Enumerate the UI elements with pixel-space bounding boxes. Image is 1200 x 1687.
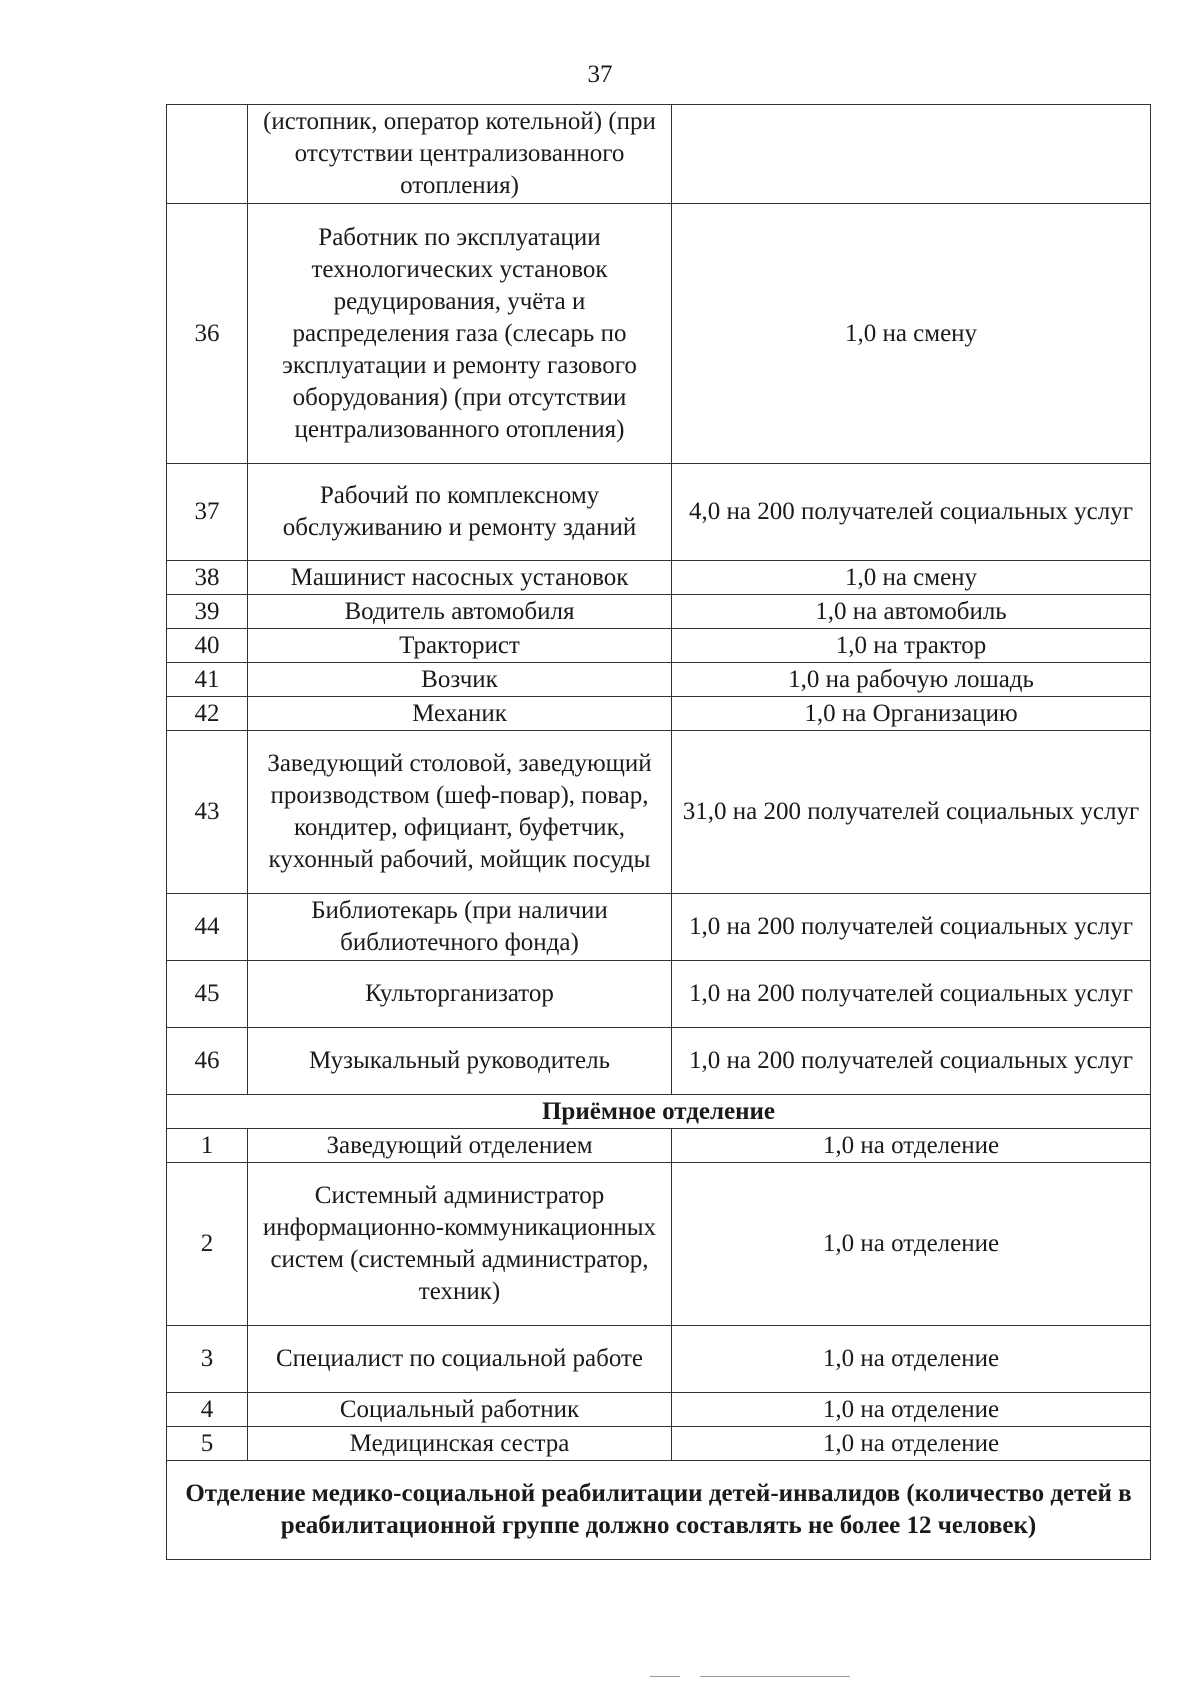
table-row: [167, 1028, 1151, 1095]
table-row: [167, 464, 1151, 561]
row-number-cell: 43: [167, 731, 248, 894]
norm-cell: 31,0 на 200 получателей социальных услуг: [672, 731, 1151, 894]
norm-cell: 1,0 на отделение: [672, 1427, 1151, 1461]
norm-cell: 1,0 на автомобиль: [672, 595, 1151, 629]
position-cell: Культорганизатор: [248, 961, 672, 1028]
table-row: [167, 961, 1151, 1028]
norm-cell: 1,0 на отделение: [672, 1129, 1151, 1163]
norm-cell: 1,0 на отделение: [672, 1163, 1151, 1326]
position-cell: Тракторист: [248, 629, 672, 663]
position-cell: Медицинская сестра: [248, 1427, 672, 1461]
row-number-cell: 42: [167, 697, 248, 731]
position-cell: Музыкальный руководитель: [248, 1028, 672, 1095]
norm-cell: 1,0 на Организацию: [672, 697, 1151, 731]
position-cell: Работник по эксплуатации технологических установок редуцирования, учёта и распределения газа (слесарь по эксплуатации и ремонту газового оборудования) (при отсутствии централизованного отопления): [248, 204, 672, 464]
row-number-cell: 40: [167, 629, 248, 663]
position-cell: (истопник, оператор котельной) (при отсутствии централизованного отопления): [248, 105, 672, 204]
table-row: [167, 1393, 1151, 1427]
position-cell: Рабочий по комплексному обслуживанию и ремонту зданий: [248, 464, 672, 561]
norm-cell: 1,0 на 200 получателей социальных услуг: [672, 1028, 1151, 1095]
norm-cell: 4,0 на 200 получателей социальных услуг: [672, 464, 1151, 561]
row-number-cell: 36: [167, 204, 248, 464]
norm-cell: [672, 105, 1151, 204]
table-row: [167, 1326, 1151, 1393]
norm-cell: 1,0 на рабочую лошадь: [672, 663, 1151, 697]
position-cell: Заведующий отделением: [248, 1129, 672, 1163]
position-cell: Социальный работник: [248, 1393, 672, 1427]
row-number-cell: 1: [167, 1129, 248, 1163]
table-row: [167, 561, 1151, 595]
table-row: [167, 1129, 1151, 1163]
position-cell: Специалист по социальной работе: [248, 1326, 672, 1393]
row-number-cell: 45: [167, 961, 248, 1028]
row-number-cell: 5: [167, 1427, 248, 1461]
norm-cell: 1,0 на смену: [672, 561, 1151, 595]
section-title: Отделение медико-социальной реабилитации детей-инвалидов (количество детей в реабилитационной группе должно составлять не более 12 человек): [167, 1461, 1151, 1560]
row-number-cell: 41: [167, 663, 248, 697]
row-number-cell: 44: [167, 894, 248, 961]
table-row: [167, 204, 1151, 464]
scan-mark-line: [650, 1676, 680, 1677]
section-header-row: [167, 1461, 1151, 1560]
row-number-cell: 38: [167, 561, 248, 595]
position-cell: Библиотекарь (при наличии библиотечного фонда): [248, 894, 672, 961]
table-row: [167, 697, 1151, 731]
position-cell: Водитель автомобиля: [248, 595, 672, 629]
scan-mark-line: [700, 1676, 850, 1677]
norm-cell: 1,0 на смену: [672, 204, 1151, 464]
norm-cell: 1,0 на отделение: [672, 1326, 1151, 1393]
table-row: [167, 1163, 1151, 1326]
position-cell: Системный администратор информационно-коммуникационных систем (системный администратор, техник): [248, 1163, 672, 1326]
row-number-cell: 37: [167, 464, 248, 561]
table-row: [167, 1427, 1151, 1461]
row-number-cell: 46: [167, 1028, 248, 1095]
position-cell: Возчик: [248, 663, 672, 697]
section-title: Приёмное отделение: [167, 1095, 1151, 1129]
table-row: [167, 629, 1151, 663]
page-number: 37: [587, 61, 613, 88]
row-number-cell: [167, 105, 248, 204]
table-row: [167, 595, 1151, 629]
position-cell: Заведующий столовой, заведующий производством (шеф-повар), повар, кондитер, официант, буфетчик, кухонный рабочий, мойщик посуды: [248, 731, 672, 894]
norm-cell: 1,0 на 200 получателей социальных услуг: [672, 961, 1151, 1028]
table-row: [167, 663, 1151, 697]
table-row: [167, 731, 1151, 894]
norm-cell: 1,0 на 200 получателей социальных услуг: [672, 894, 1151, 961]
table-row: [167, 894, 1151, 961]
position-cell: Машинист насосных установок: [248, 561, 672, 595]
row-number-cell: 39: [167, 595, 248, 629]
row-number-cell: 2: [167, 1163, 248, 1326]
norm-cell: 1,0 на трактор: [672, 629, 1151, 663]
table-row: [167, 105, 1151, 204]
row-number-cell: 3: [167, 1326, 248, 1393]
row-number-cell: 4: [167, 1393, 248, 1427]
staffing-table: [166, 104, 1151, 1560]
position-cell: Механик: [248, 697, 672, 731]
section-header-row: [167, 1095, 1151, 1129]
norm-cell: 1,0 на отделение: [672, 1393, 1151, 1427]
